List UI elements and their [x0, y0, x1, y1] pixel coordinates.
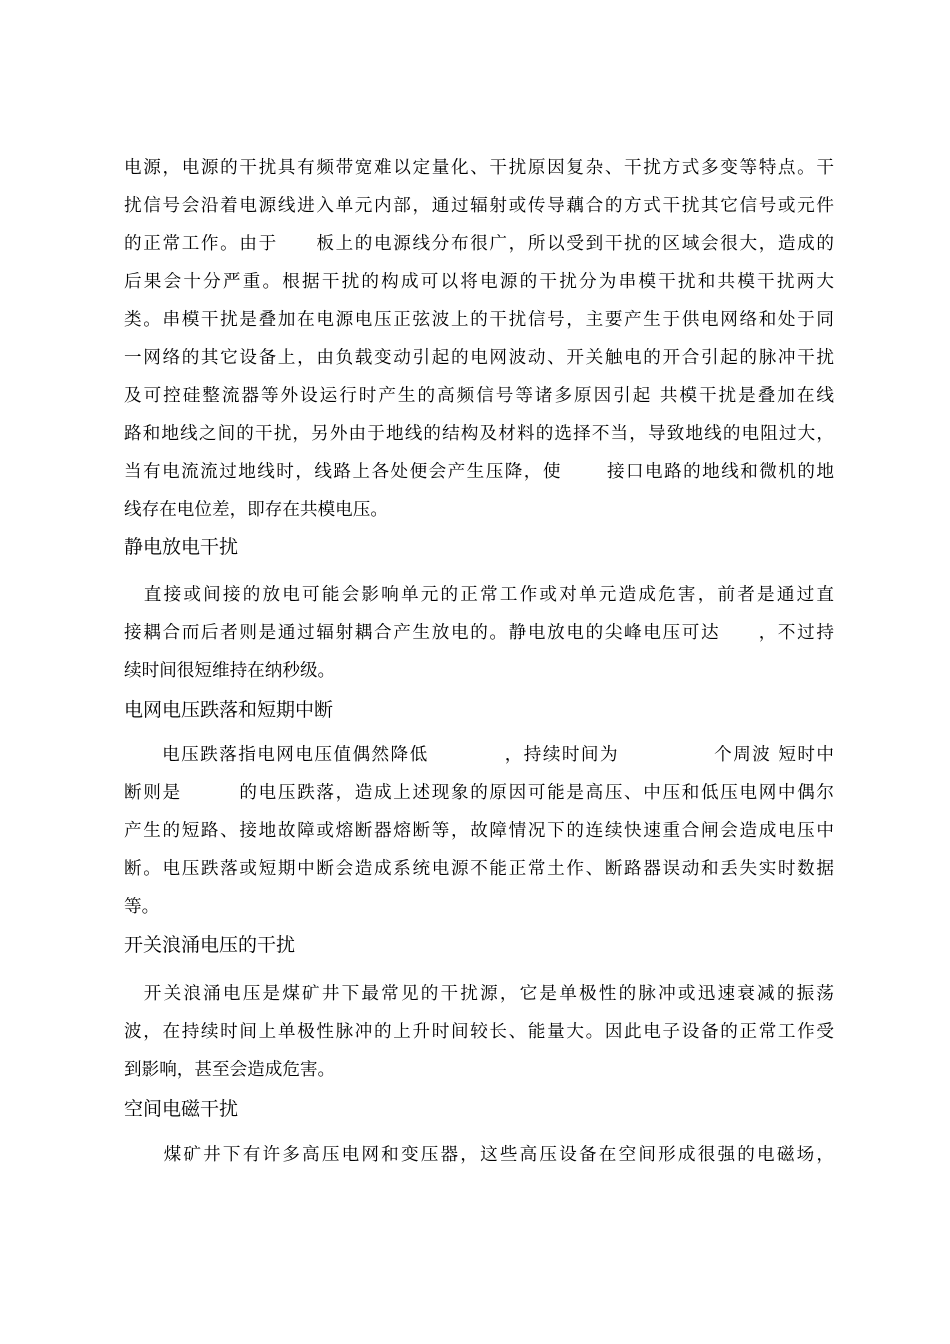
text-line: 及可控硅整流器等外设运行时产生的高频信号等诸多原因引起 共模干扰是叠加在线: [124, 386, 834, 406]
text-line: 路和地线之间的干扰，另外由于地线的结构及材料的选择不当，导致地线的电阻过大，: [124, 424, 834, 444]
text-line: 线存在电位差，即存在共模电压。: [124, 500, 388, 520]
text-line: 产生的短路、接地故障或熔断器熔断等，故障情况下的连续快速重合闸会造成电压中: [124, 821, 834, 841]
text-line: 的正常工作。由于 板上的电源线分布很广，所以受到干扰的区域会很大，造成的: [124, 234, 834, 254]
text-line: 断。电压跌落或短期中断会造成系统电源不能正常土作、断路器误动和丢失实时数据: [124, 859, 834, 879]
text-line: 直接或间接的放电可能会影响单元的正常工作或对单元造成危害，前者是通过直: [124, 585, 834, 605]
text-line: 电压跌落指电网电压值偶然降低 ，持续时间为 个周波 短时中: [124, 745, 834, 765]
section-heading-switching-surge: 开关浪涌电压的干扰: [124, 934, 296, 956]
text-line: 续时间很短维持在纳秒级。: [124, 661, 336, 681]
text-line: 一网络的其它设备上，由负载变动引起的电网波动、开关触电的开合引起的脉冲干扰: [124, 348, 834, 368]
text-line: 后果会十分严重。根据干扰的构成可以将电源的干扰分为串模干扰和共模干扰两大: [124, 272, 834, 292]
text-line: 波，在持续时间上单极性脉冲的上升时间较长、能量大。因此电子设备的正常工作受: [124, 1022, 834, 1042]
text-line: 扰信号会沿着电源线进入单元内部，通过辐射或传导藕合的方式干扰其它信号或元件: [124, 196, 834, 216]
text-line: 煤矿井下有许多高压电网和变压器，这些高压设备在空间形成很强的电磁场，: [124, 1145, 834, 1165]
text-line: 电源，电源的干扰具有频带宽难以定量化、干扰原因复杂、干扰方式多变等特点。干: [124, 158, 834, 178]
section-heading-voltage-sag: 电网电压跌落和短期中断: [124, 699, 334, 721]
section-heading-electromagnetic: 空间电磁干扰: [124, 1098, 239, 1120]
text-line: 当有电流流过地线时，线路上各处便会产生压降，使 接口电路的地线和微机的地: [124, 462, 834, 482]
text-line: 接耦合而后者则是通过辐射耦合产生放电的。静电放电的尖峰电压可达 ，不过持: [124, 623, 834, 643]
text-line: 断则是 的电压跌落，造成上述现象的原因可能是高压、中压和低压电网中偶尔: [124, 783, 834, 803]
section-heading-esd: 静电放电干扰: [124, 536, 239, 558]
text-line: 到影响，甚至会造成危害。: [124, 1060, 336, 1080]
text-line: 开关浪涌电压是煤矿井下最常见的干扰源，它是单极性的脉冲或迅速衰减的振荡: [124, 984, 834, 1004]
text-line: 类。串模干扰是叠加在电源电压正弦波上的干扰信号，主要产生于供电网络和处于同: [124, 310, 834, 330]
text-line: 等。: [124, 897, 160, 917]
